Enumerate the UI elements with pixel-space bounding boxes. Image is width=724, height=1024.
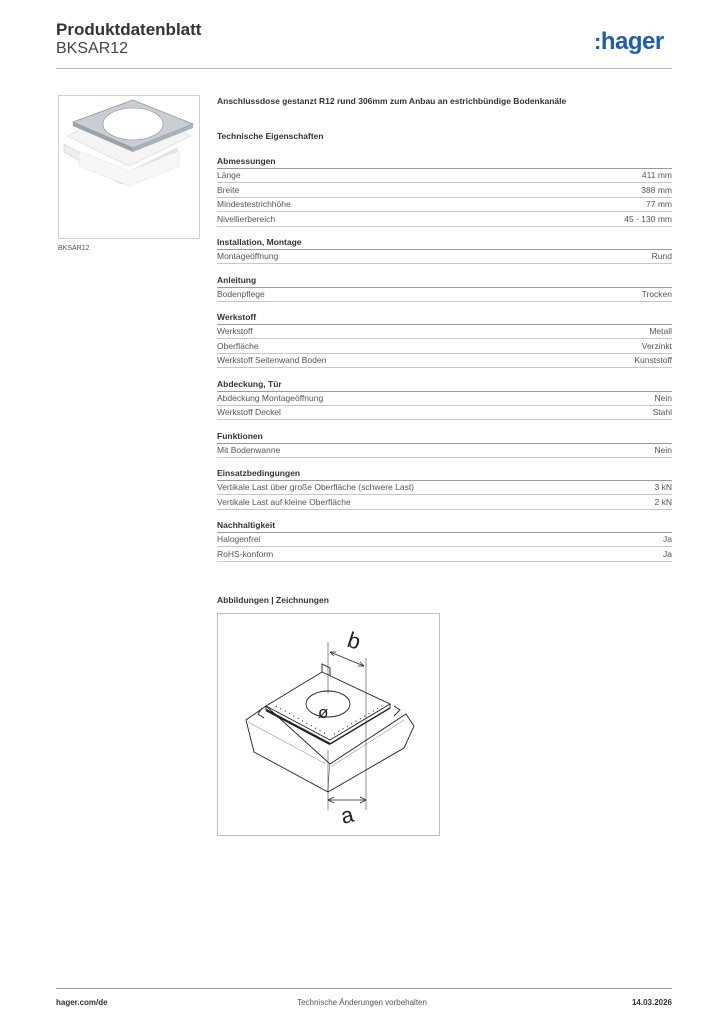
property-row: [217, 533, 672, 547]
footer-notice: Technische Änderungen vorbehalten: [297, 998, 427, 1007]
row-divider: [217, 457, 672, 458]
section-title: Anleitung: [217, 274, 257, 285]
property-value: Stahl: [652, 407, 672, 417]
section-title: Werkstoff: [217, 312, 257, 322]
property-label: Vertikale Last über große Oberfläche (schwere Last): [217, 482, 415, 492]
property-value: Verzinkt: [641, 340, 672, 351]
property-value: 411 mm: [641, 170, 672, 180]
property-row: [217, 548, 672, 562]
property-label: Werkstoff Deckel: [217, 407, 281, 417]
property-row: [217, 325, 672, 339]
property-label: Montageöffnung: [217, 251, 279, 261]
row-divider: [217, 509, 672, 510]
property-label: RoHS-konform: [217, 548, 274, 559]
property-value: 3 kN: [654, 482, 672, 492]
image-caption: BKSAR12: [58, 245, 90, 252]
row-divider: [217, 226, 672, 227]
property-row: [217, 184, 672, 198]
section-title: Abdeckung, Tür: [217, 378, 282, 389]
product-image: [58, 95, 200, 239]
property-label: Länge: [217, 170, 241, 180]
diameter-label: ø: [318, 703, 329, 722]
property-label: Bodenpflege: [217, 288, 265, 299]
product-description: Anschlussdose gestanzt R12 rund 306mm zum Anbau an estrichbündige Bodenkanäle: [217, 96, 567, 106]
property-label: Abdeckung Montageöffnung: [217, 392, 324, 403]
property-row: [217, 354, 672, 368]
property-value: Ja: [663, 548, 672, 559]
property-value: Ja: [663, 534, 672, 544]
property-label: Mindestestrichhöhe: [217, 199, 291, 209]
property-value: Nein: [654, 444, 672, 455]
section-title: Abmessungen: [217, 156, 276, 166]
section-title: Installation, Montage: [217, 237, 302, 247]
footer-date: 14.03.2026: [631, 998, 672, 1007]
row-divider: [217, 419, 672, 420]
technical-heading: Technische Eigenschaften: [217, 131, 324, 141]
property-row: [217, 444, 672, 458]
figures-heading: Abbildungen | Zeichnungen: [217, 595, 329, 605]
row-divider: [217, 301, 672, 302]
property-label: Werkstoff Seitenwand Boden: [217, 355, 327, 365]
footer-divider: [56, 988, 672, 989]
property-label: Vertikale Last auf kleine Oberfläche: [217, 496, 351, 507]
property-row: [217, 340, 672, 354]
property-value: Kunststoff: [634, 355, 672, 365]
property-value: 388 mm: [641, 184, 672, 195]
page-title: Produktdatenblatt: [56, 20, 202, 39]
property-value: Nein: [654, 392, 672, 403]
section-title: Nachhaltigkeit: [217, 520, 276, 530]
hager-logo: :hager: [594, 28, 664, 55]
dimension-a-label: a: [338, 801, 357, 829]
property-value: 2 kN: [654, 496, 672, 507]
property-row: [217, 496, 672, 510]
property-row: [217, 392, 672, 406]
technical-drawing: [217, 613, 440, 836]
property-label: Nivellierbereich: [217, 213, 276, 224]
property-row: [217, 406, 672, 420]
property-value: 77 mm: [646, 199, 672, 209]
property-row: [217, 288, 672, 302]
footer-website-link[interactable]: hager.com/de: [56, 998, 108, 1007]
property-row: [217, 250, 672, 264]
section-title: Funktionen: [217, 430, 263, 441]
header-divider: [56, 68, 672, 69]
property-value: Trocken: [641, 288, 672, 299]
row-divider: [217, 367, 672, 368]
property-row: [217, 481, 672, 495]
row-divider: [217, 561, 672, 562]
property-value: Metall: [649, 326, 672, 336]
section-title: Einsatzbedingungen: [217, 468, 301, 478]
dimension-b-label: b: [344, 626, 364, 655]
property-label: Oberfläche: [217, 340, 259, 351]
product-code: BKSAR12: [56, 40, 129, 57]
property-row: [217, 198, 672, 212]
property-value: Rund: [651, 251, 672, 261]
property-label: Mit Bodenwanne: [217, 444, 281, 455]
property-label: Breite: [217, 184, 240, 195]
row-divider: [217, 263, 672, 264]
property-label: Werkstoff: [217, 326, 253, 336]
property-row: [217, 213, 672, 227]
property-row: [217, 169, 672, 183]
property-value: 45 - 130 mm: [624, 213, 672, 224]
property-label: Halogenfrei: [217, 534, 261, 544]
